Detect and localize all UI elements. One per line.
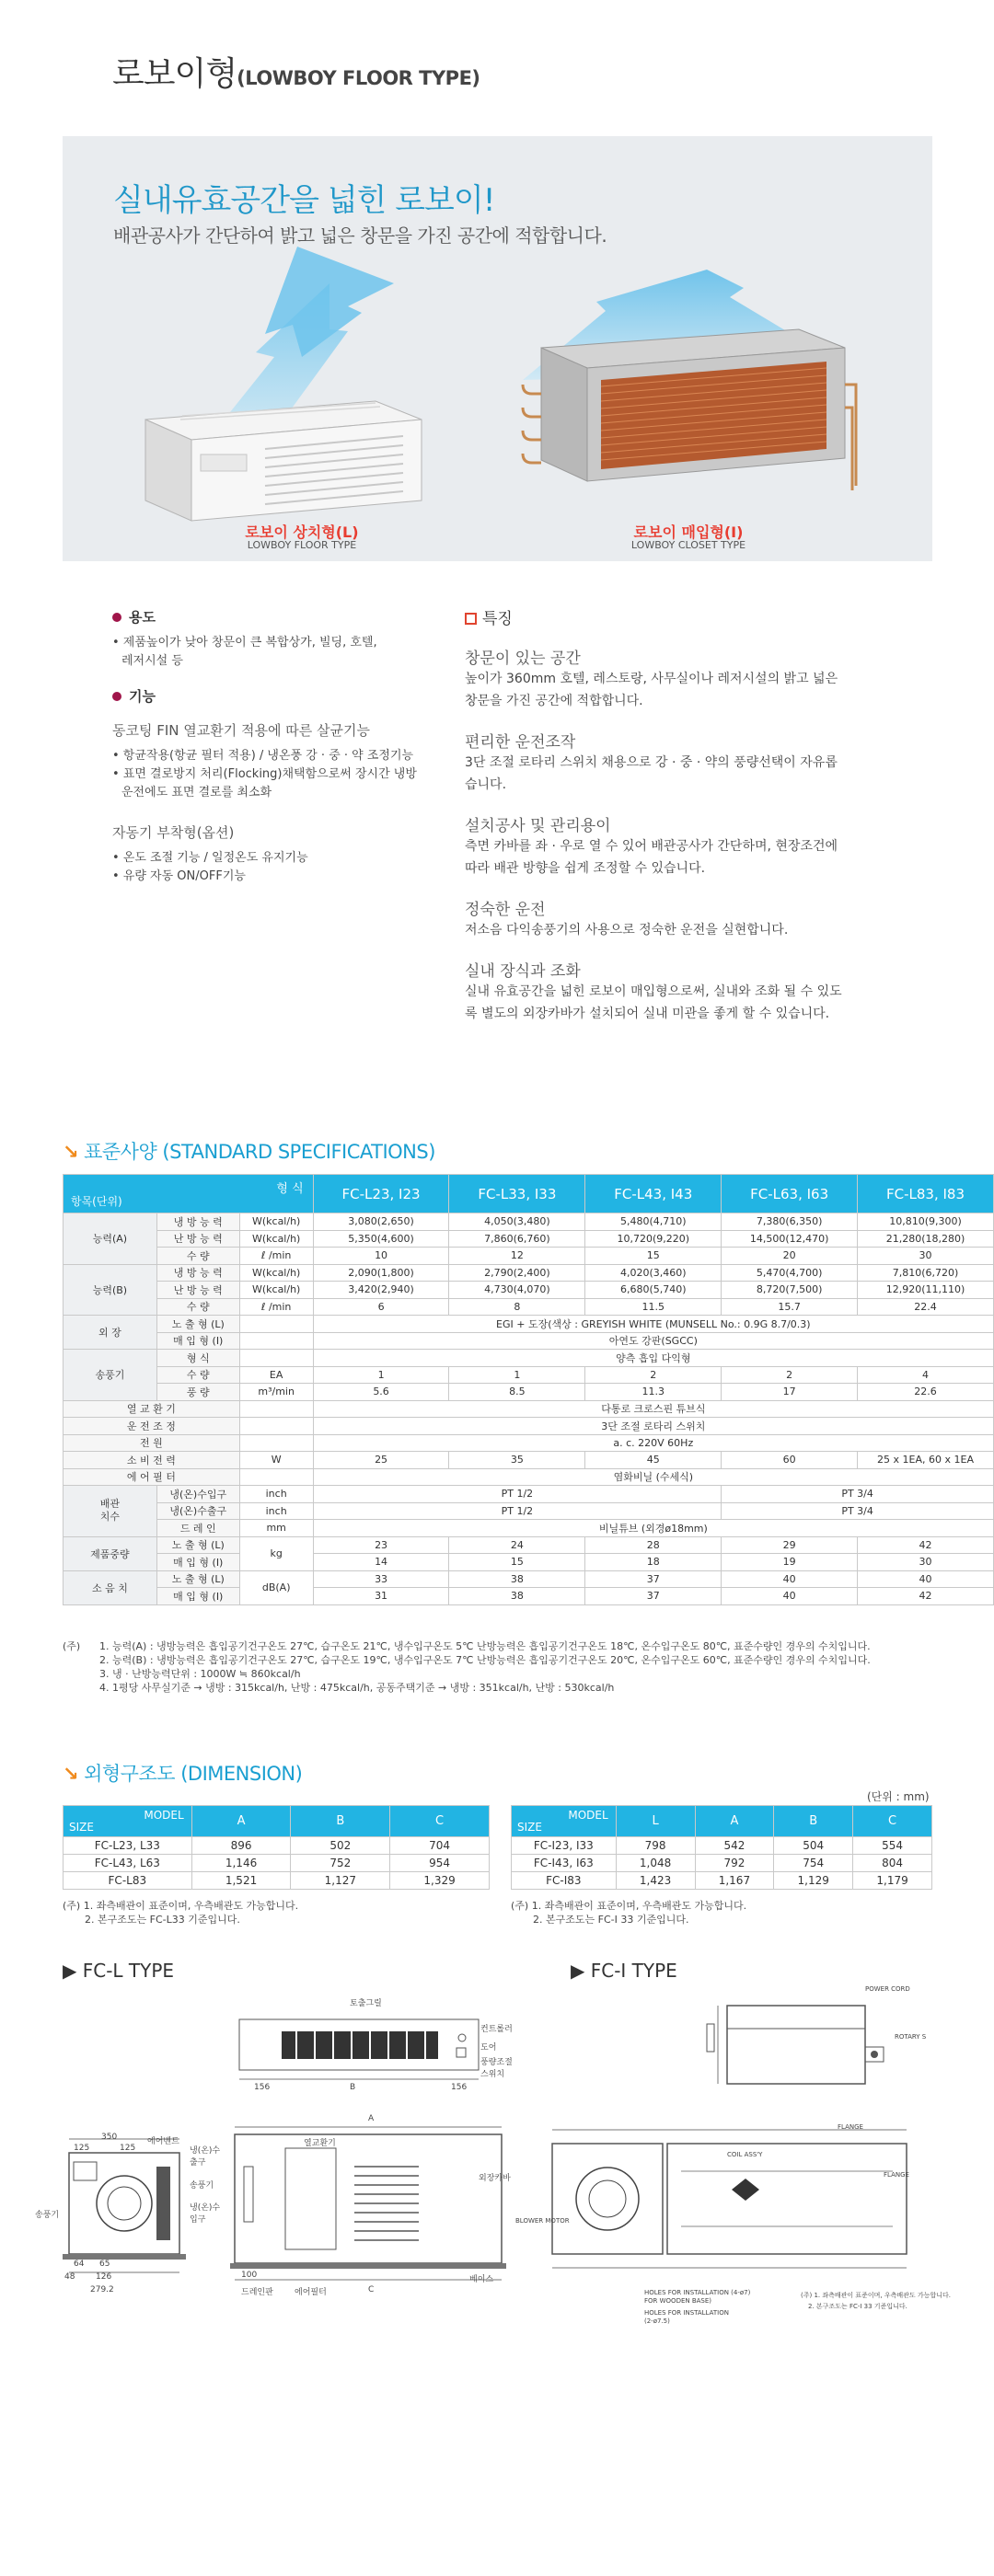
feature-body: 습니다. — [465, 777, 507, 792]
square-bullet-icon — [465, 613, 477, 625]
hero-headline: 실내유효공간을 넓힌 로보이! — [113, 182, 495, 219]
dimension-left-notes: (주) 1. 좌측배관이 표준이며, 우측배관도 가능합니다. 2. 본구조도는 FC-L33 기준입니다. — [63, 1900, 299, 1926]
label-base: 베이스 — [469, 2275, 494, 2284]
spec-note: 1. 능력(A) : 냉방능력은 흡입공기건구온도 27℃, 습구온도 21℃, 냉수입구온도 5℃ 난방능력은 흡입공기건구온도 18℃, 온수입구온도 80℃, 표준수량인 경우의 수치입니다. — [99, 1640, 871, 1652]
lowboy-closet-unit-image — [514, 320, 863, 504]
table-row: 전 원 a. c. 220V 60Hz — [64, 1434, 994, 1452]
feature-body: 3단 조절 로타리 스위치 채용으로 강 · 중 · 약의 풍량선택이 자유롭 — [465, 755, 838, 770]
dim-col-header: L — [616, 1806, 695, 1837]
table-row: 수 량 ℓ /min 6 8 11.5 15.7 22.4 — [64, 1298, 994, 1316]
label-dim-156b: 156 — [451, 2083, 468, 2092]
label-dim-c: C — [368, 2285, 375, 2294]
dim-col-header: A — [191, 1806, 291, 1837]
function-section — [112, 686, 480, 886]
dimension-unit: (단위 : mm) — [867, 1790, 930, 1803]
spec-note: 2. 능력(B) : 냉방능력은 흡입공기건구온도 27℃, 습구온도 19℃, 냉수입구온도 7℃ 난방능력은 흡입공기건구온도 20℃, 온수입구온도 60℃, 표준수량인 경우의 수치입니다. — [99, 1654, 871, 1666]
page-title — [112, 48, 480, 95]
feature-body: 저소음 다익송풍기의 사용으로 정숙한 운전을 실현합니다. — [465, 923, 789, 937]
table-row: 열 교 환 기 다통로 크로스핀 튜브식 — [64, 1400, 994, 1418]
feature-body: 실내 유효공간을 넓힌 로보이 매입형으로써, 실내와 조화 될 수 있도 — [465, 984, 842, 999]
fc-l-top-view-drawing — [55, 1987, 515, 2088]
label-fc-i-note-2: 2. 본구조도는 FC-I 33 기준입니다. — [808, 2303, 907, 2310]
label-dim-64: 64 — [74, 2260, 85, 2269]
label-holes-installation: HOLES FOR INSTALLATION (2-ø7.5) — [644, 2309, 729, 2325]
model-header: FC-L63, I63 — [722, 1175, 858, 1213]
feature-head: 편리한 운전조작 — [465, 733, 576, 752]
slash-icon: ↘ — [63, 1763, 79, 1785]
table-row: 능력(A) 냉 방 능 력 W(kcal/h) 3,080(2,650) 4,050(3,480) 5,480(4,710) 7,380(6,350) 10,810(9,300) — [64, 1213, 994, 1231]
dim-col-header: C — [853, 1806, 932, 1837]
lowboy-floor-unit-image — [127, 383, 431, 530]
label-heat-exchanger: 열교환기 — [304, 2139, 336, 2148]
feature-item — [465, 729, 907, 796]
fc-l-front-view-drawing — [225, 2125, 520, 2291]
right-caption: 로보이 매입형(I) — [633, 523, 744, 541]
label-dim-100: 100 — [241, 2271, 258, 2280]
label-dim-125b: 125 — [120, 2144, 136, 2153]
label-fc-i-note-1: (주) 1. 좌측배관이 표준이며, 우측배관도 가능합니다. — [801, 2292, 951, 2299]
table-row: FC-I43, I63 1,048 792 754 804 — [512, 1855, 932, 1872]
label-fan-switch: 풍량조절 스위치 — [480, 2058, 513, 2079]
table-row: 난 방 능 력 W(kcal/h) 3,420(2,940) 4,730(4,070) 6,680(5,740) 8,720(7,500) 12,920(11,110) — [64, 1282, 994, 1299]
table-row: FC-L43, L63 1,146 752 954 — [64, 1855, 490, 1872]
table-row: 난 방 능 력 W(kcal/h) 5,350(4,600) 7,860(6,760) 10,720(9,220) 14,500(12,470) 21,280(18,280) — [64, 1230, 994, 1248]
dimension-left-table-wrapper — [63, 1805, 490, 1926]
table-row: 외 장 노 출 형 (L) EGI + 도장(색상 : GREYISH WHITE (MUNSELL No.: 0.9G 8.7/0.3) — [64, 1316, 994, 1333]
table-row: 능력(B) 냉 방 능 력 W(kcal/h) 2,090(1,800) 2,790(2,400) 4,020(3,460) 5,470(4,700) 7,810(6,720) — [64, 1264, 994, 1282]
usage-title: 용도 — [112, 607, 462, 627]
dimension-right-table — [511, 1805, 932, 1890]
table-row: 냉(온)수출구 inch PT 1/2 PT 3/4 — [64, 1502, 994, 1520]
left-caption-en: LOWBOY FLOOR TYPE — [247, 539, 357, 551]
fc-i-type-title: ▶ FC-I TYPE — [571, 1960, 677, 1982]
label-controller: 컨트롤러 — [480, 2025, 513, 2034]
function-sub-1: 동코팅 FIN 열교환기 적용에 따른 살균기능 — [112, 722, 370, 739]
left-caption: 로보이 상치형(L) — [245, 523, 359, 541]
usage-line-2: 레저시설 등 — [121, 654, 183, 668]
size-model-header: MODEL SIZE — [64, 1806, 192, 1837]
label-cover: 외장카바 — [479, 2174, 511, 2183]
function-sub-2: 자동기 부착형(옵션) — [112, 824, 235, 841]
function-list-1-item-1: • 항균작용(항균 필터 적용) / 냉온풍 강 · 중 · 약 조정기능 — [112, 749, 414, 763]
label-dim-279-2: 279.2 — [90, 2285, 114, 2294]
feature-item — [465, 958, 907, 1025]
spec-table — [63, 1174, 994, 1605]
feature-head: 설치공사 및 관리용이 — [465, 817, 611, 835]
spec-note: 3. 냉 · 난방능력단위 : 1000W ≒ 860kcal/h — [99, 1668, 301, 1680]
model-header: FC-L43, I43 — [585, 1175, 722, 1213]
table-row: 풍 량 m³/min 5.6 8.5 11.3 17 22.6 — [64, 1384, 994, 1401]
spec-notes — [63, 1639, 992, 1695]
size-model-header: MODEL SIZE — [512, 1806, 617, 1837]
feature-head: 창문이 있는 공간 — [465, 650, 581, 668]
label-dim-48: 48 — [64, 2272, 75, 2282]
feature-item — [465, 812, 907, 880]
label-dim-65: 65 — [99, 2260, 110, 2269]
dim-col-header: C — [390, 1806, 490, 1837]
dim-col-header: B — [291, 1806, 390, 1837]
feature-body: 창문을 가진 공간에 적합합니다. — [465, 694, 643, 708]
spec-table-wrapper — [63, 1174, 994, 1605]
function-list-2-item-1: • 온도 조절 기능 / 일정온도 유지기능 — [112, 851, 308, 865]
function-title: 기능 — [112, 686, 480, 706]
feature-body: 따라 배관 방향을 쉽게 조정할 수 있습니다. — [465, 861, 706, 876]
dimension-right-notes: (주) 1. 좌측배관이 표준이며, 우측배관도 가능합니다. 2. 본구조도는 FC-I 33 기준입니다. — [511, 1900, 747, 1926]
table-row: 수 량 ℓ /min 10 12 15 20 30 — [64, 1248, 994, 1265]
label-holes-wood: HOLES FOR INSTALLATION (4-ø7) FOR WOODEN BASE) — [644, 2289, 751, 2305]
fc-l-side-view-drawing — [55, 2116, 212, 2282]
table-row: 소 음 치 노 출 형 (L) dB(A) 33 38 37 40 40 — [64, 1570, 994, 1588]
table-row: 제품중량 노 출 형 (L) kg 23 24 28 29 42 — [64, 1536, 994, 1554]
function-list-1-item-3: 운전에도 표면 결로를 최소화 — [121, 786, 272, 799]
label-dim-b: B — [350, 2083, 356, 2092]
table-row: 매 입 형 (I) 아연도 강판(SGCC) — [64, 1332, 994, 1350]
label-door: 도어 — [480, 2043, 497, 2053]
spec-corner-header: 형 식 항목(단위) — [64, 1175, 314, 1213]
label-dim-a: A — [368, 2114, 375, 2123]
feature-body: 높이가 360mm 호텔, 레스토랑, 사무실이나 레저시설의 밝고 넓은 — [465, 672, 838, 686]
feature-head: 실내 장식과 조화 — [465, 962, 581, 981]
label-air-filter: 에어필터 — [295, 2288, 327, 2297]
feature-body: 측면 카바를 좌 · 우로 열 수 있어 배관공사가 간단하며, 현장조건에 — [465, 839, 838, 854]
spec-section-title: ↘ 표준사양 (STANDARD SPECIFICATIONS) — [63, 1141, 435, 1163]
function-list-2-item-2: • 유량 자동 ON/OFF기능 — [112, 869, 246, 883]
label-rotary-switch: ROTARY S — [895, 2033, 927, 2041]
table-row: 소 비 전 력 W 25 35 45 60 25 x 1EA, 60 x 1EA — [64, 1452, 994, 1469]
label-power-cord: POWER CORD — [865, 1985, 910, 1993]
model-header: FC-L23, I23 — [313, 1175, 449, 1213]
table-row: FC-L23, L33 896 502 704 — [64, 1837, 490, 1855]
feature-head: 정숙한 운전 — [465, 901, 546, 919]
table-row: FC-L83 1,521 1,127 1,329 — [64, 1872, 490, 1890]
label-dim-156a: 156 — [254, 2083, 271, 2092]
table-row: 매 입 형 (I) 14 15 18 19 30 — [64, 1554, 994, 1571]
label-hot-water-inlet: 냉(온)수 입구 — [190, 2203, 221, 2225]
features-title: 특징 — [465, 605, 907, 628]
feature-body: 록 별도의 외장카바가 설치되어 실내 미관을 좋게 할 수 있습니다. — [465, 1006, 830, 1021]
features-section — [465, 605, 907, 1025]
feature-item — [465, 896, 907, 941]
usage-section — [112, 607, 462, 671]
label-top-grille: 토출그릴 — [350, 1999, 382, 2008]
model-header: FC-L83, I83 — [858, 1175, 994, 1213]
fc-i-front-view-drawing — [543, 2116, 930, 2282]
table-row: 배관 치수 냉(온)수입구 inch PT 1/2 PT 3/4 — [64, 1486, 994, 1503]
hero-banner — [63, 136, 932, 561]
fc-i-top-view-drawing — [699, 1987, 920, 2098]
notes-mark: (주) — [63, 1640, 81, 1652]
table-row: 매 입 형 (I) 31 38 37 40 42 — [64, 1588, 994, 1605]
title-sub: (LOWBOY FLOOR TYPE) — [237, 67, 480, 89]
label-dim-126: 126 — [96, 2272, 112, 2282]
table-row: FC-I83 1,423 1,167 1,129 1,179 — [512, 1872, 932, 1890]
label-flange: FLANGE — [838, 2123, 863, 2131]
feature-item — [465, 645, 907, 712]
title-main: 로보이형 — [112, 55, 237, 93]
table-row: 송풍기 형 식 양측 흡입 다익형 — [64, 1350, 994, 1367]
fc-l-type-title: ▶ FC-L TYPE — [63, 1960, 175, 1982]
table-row: 에 어 필 터 염화비닐 (수세식) — [64, 1468, 994, 1486]
label-blower-motor: BLOWER MOTOR — [515, 2217, 570, 2225]
table-row: 수 량 EA 1 1 2 2 4 — [64, 1366, 994, 1384]
label-drain: 드레인판 — [241, 2288, 273, 2297]
model-header: FC-L33, I33 — [449, 1175, 585, 1213]
right-caption-en: LOWBOY CLOSET TYPE — [630, 539, 746, 551]
table-row: 드 레 인 mm 비닐튜브 (외경ø18mm) — [64, 1520, 994, 1537]
label-flange-2: FLANGE — [884, 2171, 909, 2179]
bullet-dot-icon — [112, 613, 121, 622]
hero-subline: 배관공사가 간단하여 밝고 넓은 창문을 가진 공간에 적합합니다. — [113, 224, 607, 247]
dim-col-header: A — [695, 1806, 774, 1837]
label-air-vent: 에어벤트 — [147, 2137, 179, 2146]
table-row: 운 전 조 정 3단 조절 로타리 스위치 — [64, 1418, 994, 1435]
label-dim-125a: 125 — [74, 2144, 90, 2153]
function-list-1-item-2: • 표면 결로방지 처리(Flocking)채택함으로써 장시간 냉방 — [112, 767, 417, 781]
table-row: FC-I23, I33 798 542 504 554 — [512, 1837, 932, 1855]
label-coil-assy: COIL ASS'Y — [727, 2151, 763, 2158]
dimension-right-table-wrapper — [511, 1805, 932, 1926]
label-dim-350: 350 — [101, 2133, 118, 2142]
dimension-left-table — [63, 1805, 490, 1890]
label-hot-water-outlet: 냉(온)수 출구 — [190, 2146, 221, 2168]
slash-icon: ↘ — [63, 1141, 79, 1163]
bullet-dot-icon — [112, 692, 121, 701]
label-side-fan: 송풍기 — [35, 2211, 60, 2220]
spec-note: 4. 1평당 사무실기준 → 냉방 : 315kcal/h, 난방 : 475kcal/h, 공동주택기준 → 냉방 : 351kcal/h, 난방 : 530kcal/h — [99, 1682, 615, 1694]
dim-col-header: B — [774, 1806, 853, 1837]
label-fan-motor: 송풍기 — [190, 2181, 214, 2191]
usage-line-1: • 제품높이가 낮아 창문이 큰 복합상가, 빌딩, 호텔, — [112, 636, 377, 650]
dimension-section-title: ↘ 외형구조도 (DIMENSION) — [63, 1763, 303, 1785]
